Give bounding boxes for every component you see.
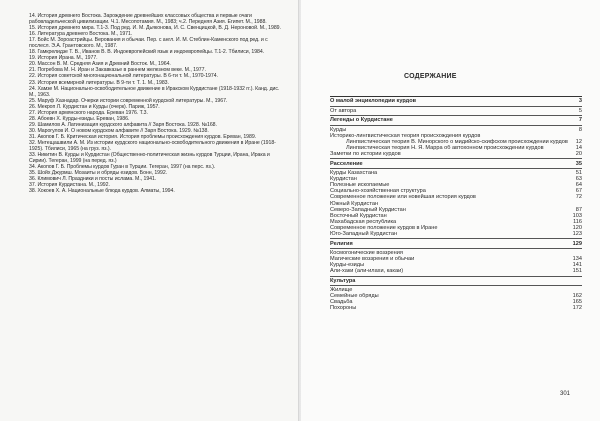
toc-label: Семейные обряды [330,293,379,300]
toc-page-number: 12 [575,138,582,145]
toc-label: Лингвистическая теория Н. Я. Марра об автохонном происхождении курдов [346,145,544,152]
toc-page-number: 129 [572,240,582,247]
toc-page-number: 7 [578,117,582,124]
page-number: 301 [560,391,571,397]
toc-label: Юго-Западный Курдистан [330,231,398,238]
reference-entry: 29. Шамилов А. Латинизация курдского алфавита // Заря Востока. 1928. №168. [29,121,217,128]
toc-label: Курды Казахстана [330,170,378,177]
toc-label: Социально-хозяйственная структура [330,188,426,195]
toc-section[interactable] [330,241,582,247]
section-rule [330,158,582,159]
toc-label: Религия [330,240,353,247]
reference-entry: 15. История древнего мира. Т.1-3. Под ред. И. М. Дьяконова, И. С. Свенцицкой, В. Д. Нероновой. М., 1989. [29,25,281,32]
section-rule [330,276,582,277]
section-rule [330,168,582,169]
toc-entry[interactable] [330,231,582,237]
toc-label: Али-хаки (али-илахи, какаи) [330,268,404,275]
reference-entry: 27. История армянского народа. Ереван 1976. Т.3. [29,109,148,116]
toc-label: Культура [330,277,356,284]
toc-page-number: 116 [573,218,582,225]
reference-entry: 36. Климович Л. Праздники и посты ислама. М., 1941. [29,176,157,183]
toc-page-number: 67 [575,188,582,195]
toc-section[interactable] [330,117,582,123]
toc-label: Лингвистическая теория В. Минорского о мидийско-скифском происхождении курдов [346,138,568,145]
section-rule [330,285,582,286]
toc-label: О малой энциклопедии курдов [330,98,417,105]
toc-page-number: 72 [575,194,582,201]
toc-label: Магические воззрения и обычаи [330,256,415,263]
section-rule [330,115,582,116]
toc-page-number: 64 [575,182,582,189]
reference-entry: 33. Никитин В. Курды и Курдистан (Общественно-политическая жизнь курдов Турции, Ирана, Ирака и Сирии). Тегеран, 1999 (на перед. яз.) [29,152,270,165]
toc-page-number: 162 [572,293,582,300]
reference-entry: 17. Бойс М. Зороастрийцы. Верования и обычаи. Пер. с англ. И. М. Стеблин-Каменского под ред. и с послесл. Э.А. Грантовского. М., 1987. [29,37,268,50]
section-rule [330,248,582,249]
toc-label: Свадьба [330,299,353,306]
reference-entry: 19. История Ирана. М., 1977. [29,55,98,62]
toc-label: Заметки по истории курдов [330,151,401,158]
toc-label: Северо-Западный Курдистан [330,206,406,213]
toc-entry[interactable] [330,268,582,274]
toc-label: Курды [330,126,347,133]
toc-label: Южный Курдистан [330,200,379,207]
toc-page-number: 51 [575,170,582,177]
toc-label: Похороны [330,305,357,312]
toc-label: Легенды о Курдистане [330,117,393,124]
toc-page-number: 5 [578,107,582,114]
toc-page-number: 165 [572,299,582,306]
reference-entry: 23. История всемирной литературы. В 9-ти т. Т. 1. М., 1983. [29,79,169,86]
reference-entry: 25. Маруф Хазнадар. Очерки истории современной курдской литературы. М., 1967. [29,97,228,104]
reference-entry: 16. Литература древнего Востока. М., 1971. [29,31,133,38]
toc-page-number: 134 [572,256,582,263]
contents-title: СОДЕРЖАНИЕ [404,73,457,80]
toc-label: Современное положение или новейшая история курдов [330,194,476,201]
toc-section[interactable] [330,278,582,284]
toc-page-number: 141 [572,262,582,269]
section-rule [330,106,582,107]
bibliography-list [29,13,287,194]
toc-label: Современное положение курдов в Иране [330,224,438,231]
toc-label: Космогонические воззрения [330,249,403,256]
toc-page-number: 103 [572,212,582,219]
reference-entry: 24. Хамзе М. Национально-освободительное движение в Иракском Курдистане (1918-1932 гг.). Канд. дис. М., 1963. [29,85,280,98]
reference-entry: 34. Акопов Г. Б. Проблемы курдов Гуран в Турции. Тегеран, 1997 (на перс. яз.). [29,164,216,171]
toc-entry[interactable] [330,305,582,311]
reference-entry: 30. Марогулов И. О новом курдском алфавите // Заря Востока. 1929. №138. [29,127,209,134]
toc-page-number: 3 [578,98,582,105]
left-page [0,0,299,421]
toc-label: От автора [330,107,357,114]
toc-section[interactable] [330,161,582,167]
reference-entry: 38. Хокоев Х. А. Национальные блюда курдов. Алматы, 1994. [29,188,175,195]
section-rule [330,125,582,126]
toc-label: Расселение [330,160,363,167]
reference-entry: 35. Шойх Джурмш. Мозаиты и обряды езидов. Бонн, 1992. [29,170,168,177]
section-rule [330,238,582,239]
reference-entry: 18. Гамкрелидзе Т. В., Иванов В. В. Индоевропейский язык и индоевропейцы. Т.1-2. Тбилиси, 1984. [29,49,265,56]
reference-entry: 26. Мекроп Л. Курдистан и Курды (очерк). Париж, 1957. [29,103,160,110]
toc-page-number: 8 [578,126,582,133]
toc-label: Полезные ископаемые [330,182,390,189]
toc-label: Историко-лингвистическая теория происхождения курдов [330,132,481,139]
toc-page-number: 14 [575,145,582,152]
reference-entry: 31. Акопов Г. Б. Критическая история. История проблемы происхождения курдов. Ереван, 1989. [29,133,257,140]
reference-entry: 14. История древнего Востока. Зарождение древнейших классовых общества и первые очаги рабовладельческой цивилизации. Ч.1. Месопотамия. М., 1983; ч.2. Передняя Азия. Египет. М., 1988. [29,13,267,26]
toc-label: Восточный Курдистан [330,212,387,219]
reference-entry: 32. Мнтещашвили А. М. Из истории курдского национально-освободительного движения в Иране (1918-1925). Тбилиси, 1965 (на груз. яз.). [29,139,276,153]
reference-entry: 21. Погребова М. Н. Иран и Закавказье в раннем железном веке. М., 1977. [29,67,206,74]
table-of-contents [330,95,582,312]
toc-label: Курдистан [330,176,357,183]
toc-page-number: 87 [575,206,582,213]
toc-page-number: 20 [575,151,582,158]
toc-page-number: 172 [572,305,582,312]
reference-entry: 37. История Курдистана. М., 1992. [29,182,110,189]
toc-section[interactable] [330,98,582,104]
toc-page-number: 63 [575,176,582,183]
reference-entry: 28. Абоевн Х. Курды-езиды. Ереван, 1986. [29,115,130,122]
toc-label: Жилище [330,287,353,294]
toc-entry[interactable] [330,151,582,157]
toc-page-number: 120 [572,224,582,231]
toc-label: Курды-езиды [330,262,365,269]
toc-label: Махабадская республика [330,218,397,225]
reference-entry: 22. История советской многонациональной литературы. В 6-ти т. М., 1970-1974. [29,73,218,80]
toc-page-number: 123 [572,231,582,238]
reference-entry: 20. Массон В. М. Средняя Азия и Древний Восток. М., 1964. [29,61,171,68]
toc-page-number: 35 [575,160,582,167]
toc-entry[interactable] [330,108,582,114]
toc-page-number: 151 [572,268,582,275]
section-rule [330,96,582,97]
